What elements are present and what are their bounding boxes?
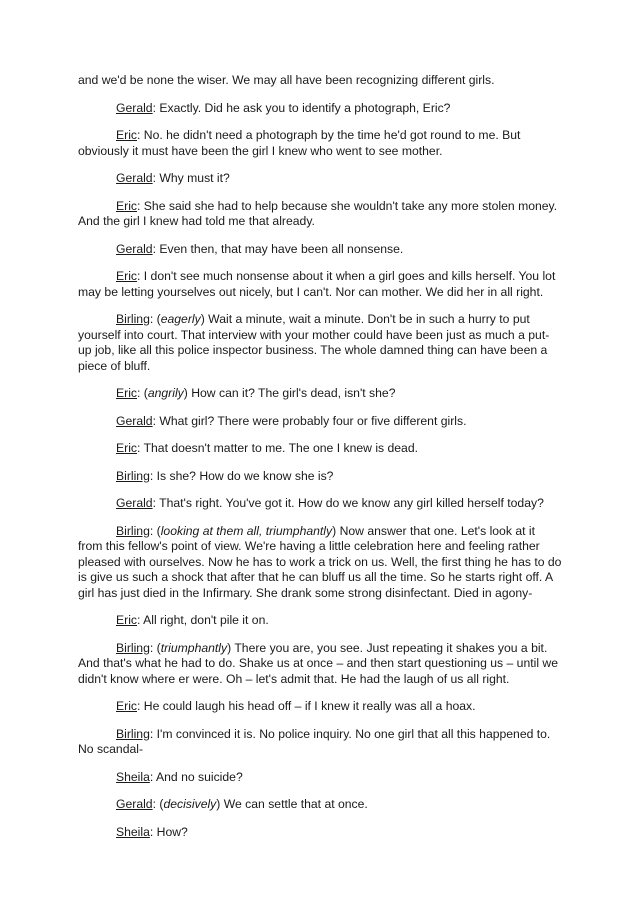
line-text: Now answer that one. Let's look at it from this fellow's point of view. We're having a little celebration here and feeling rather pleased with ourselves. Now he has to work a trick on us. Well, the first thing he has to do is give us such a shock that after that he can bluff us all the time. So he starts right off. A girl has just died in the Infirmary. She drank some strong disinfectant. Died in agony- <box>78 523 562 600</box>
speaker-name: Eric <box>116 613 137 627</box>
speaker-name: Gerald <box>116 241 153 256</box>
line-text: That doesn't matter to me. The one I knew is dead. <box>143 441 419 455</box>
speaker-name: Gerald <box>116 413 153 428</box>
line-text: How? <box>156 824 188 839</box>
speaker-name: Sheila <box>116 769 150 784</box>
speaker-name: Birling <box>116 312 150 326</box>
line-text: How can it? The girl's dead, isn't she? <box>191 386 396 400</box>
speaker-name: Birling <box>116 468 150 483</box>
dialogue-line: Eric: He could laugh his head off – if I knew it really was all a hoax. <box>116 699 476 713</box>
line-text: I don't see much nonsense about it when a girl goes and kills herself. You lot may be letting yourselves out nicely, but I can't. Nor can mother. We did her in all right. <box>78 269 556 299</box>
dialogue-line: Birling: (eagerly) Wait a minute, wait a minute. Don't be in such a hurry to put yourself into court. That interview with your mother could have been just as much a put-up job, like all this police inspector business. The whole damned thing can have been a piece of bluff. <box>78 312 550 373</box>
stage-direction: angrily <box>147 386 184 400</box>
speaker-name: Eric <box>116 198 137 213</box>
dialogue-line: Birling: (triumphantly) There you are, you see. Just repeating it shakes you a bit. And that's what he had to do. Shake us at once – and then start questioning us – until we didn't know where er were. Oh – let's admit that. He had the laugh of us all right. <box>78 640 558 686</box>
dialogue-line: Eric: All right, don't pile it on. <box>116 613 269 627</box>
dialogue-line: Birling: (looking at them all, triumphantly) Now answer that one. Let's look at it from this fellow's point of view. We're having a little celebration here and feeling rather pleased with ourselves. Now he has to work a trick on us. Well, the first thing he has to do is give us such a shock that after that he can bluff us all the time. So he starts right off. A girl has just died in the Infirmary. She drank some strong disinfectant. Died in agony- <box>78 523 562 600</box>
stage-direction: triumphantly <box>160 640 228 655</box>
speaker-name: Birling <box>116 726 150 741</box>
dialogue-line: Birling: Is she? How do we know she is? <box>116 468 334 483</box>
speaker-name: Eric <box>116 128 137 142</box>
line-text: There you are, you see. Just repeating it shakes you a bit. And that's what he had to do. Shake us at once – and then start questioning us – until we didn't know where er were. Oh – let's admit that. He had the laugh of us all right. <box>78 640 558 686</box>
dialogue-line: Gerald: (decisively) We can settle that at once. <box>116 797 368 811</box>
stage-direction: decisively <box>163 797 217 811</box>
speaker-name: Eric <box>116 699 137 713</box>
dialogue-line: Gerald: Why must it? <box>116 171 230 185</box>
speaker-name: Eric <box>116 386 137 400</box>
dialogue-line: Eric: She said she had to help because she wouldn't take any more stolen money. And the girl I knew had told me that already. <box>78 198 558 228</box>
line-text: We can settle that at once. <box>223 797 368 811</box>
line-text: Why must it? <box>159 171 230 185</box>
dialogue-line: Eric: (angrily) How can it? The girl's dead, isn't she? <box>116 386 396 400</box>
speaker-name: Birling <box>116 523 150 538</box>
speaker-name: Sheila <box>116 824 150 839</box>
dialogue-line: Gerald: Exactly. Did he ask you to identify a photograph, Eric? <box>116 100 451 115</box>
line-text: She said she had to help because she wouldn't take any more stolen money. And the girl I knew had told me that already. <box>78 198 558 228</box>
stage-direction: eagerly <box>160 312 201 326</box>
stage-direction: looking at them all, triumphantly <box>160 523 333 538</box>
dialogue-line: Gerald: Even then, that may have been all nonsense. <box>116 241 404 256</box>
dialogue-line: Eric: That doesn't matter to me. The one I knew is dead. <box>116 441 419 455</box>
line-text: Exactly. Did he ask you to identify a photograph, Eric? <box>159 100 451 115</box>
dialogue-line: Eric: No. he didn't need a photograph by the time he'd got round to me. But obviously it must have been the girl I knew who went to see mother. <box>78 128 521 158</box>
line-text: All right, don't pile it on. <box>143 613 269 627</box>
dialogue-line: Sheila: How? <box>116 824 188 839</box>
line-text: Even then, that may have been all nonsense. <box>159 241 404 256</box>
line-text: Wait a minute, wait a minute. Don't be in such a hurry to put yourself into court. That interview with your mother could have been just as much a put-up job, like all this police inspector business. The whole damned thing can have been a piece of bluff. <box>78 312 550 373</box>
speaker-name: Gerald <box>116 797 153 811</box>
line-text: What girl? There were probably four or five different girls. <box>159 413 467 428</box>
speaker-name: Gerald <box>116 496 153 510</box>
line-text: And no suicide? <box>156 769 243 784</box>
opening-paragraph: and we'd be none the wiser. We may all have been recognizing different girls. <box>78 73 495 87</box>
line-text: No. he didn't need a photograph by the time he'd got round to me. But obviously it must have been the girl I knew who went to see mother. <box>78 128 521 158</box>
line-text: He could laugh his head off – if I knew it really was all a hoax. <box>143 699 476 713</box>
line-text: I'm convinced it is. No police inquiry. No one girl that all this happened to. No scandal- <box>78 726 551 756</box>
speaker-name: Eric <box>116 441 137 455</box>
dialogue-line: Birling: I'm convinced it is. No police inquiry. No one girl that all this happened to. No scandal- <box>78 726 551 756</box>
document-page <box>78 73 562 852</box>
speaker-name: Eric <box>116 269 137 283</box>
speaker-name: Gerald <box>116 171 153 185</box>
dialogue-line: Sheila: And no suicide? <box>116 769 243 784</box>
dialogue-line: Gerald: That's right. You've got it. How do we know any girl killed herself today? <box>116 496 544 510</box>
line-text: That's right. You've got it. How do we know any girl killed herself today? <box>159 496 544 510</box>
dialogue-line: Gerald: What girl? There were probably four or five different girls. <box>116 413 467 428</box>
line-text: Is she? How do we know she is? <box>156 468 334 483</box>
dialogue-line: Eric: I don't see much nonsense about it when a girl goes and kills herself. You lot may be letting yourselves out nicely, but I can't. Nor can mother. We did her in all right. <box>78 269 556 299</box>
speaker-name: Gerald <box>116 100 153 115</box>
speaker-name: Birling <box>116 640 150 655</box>
